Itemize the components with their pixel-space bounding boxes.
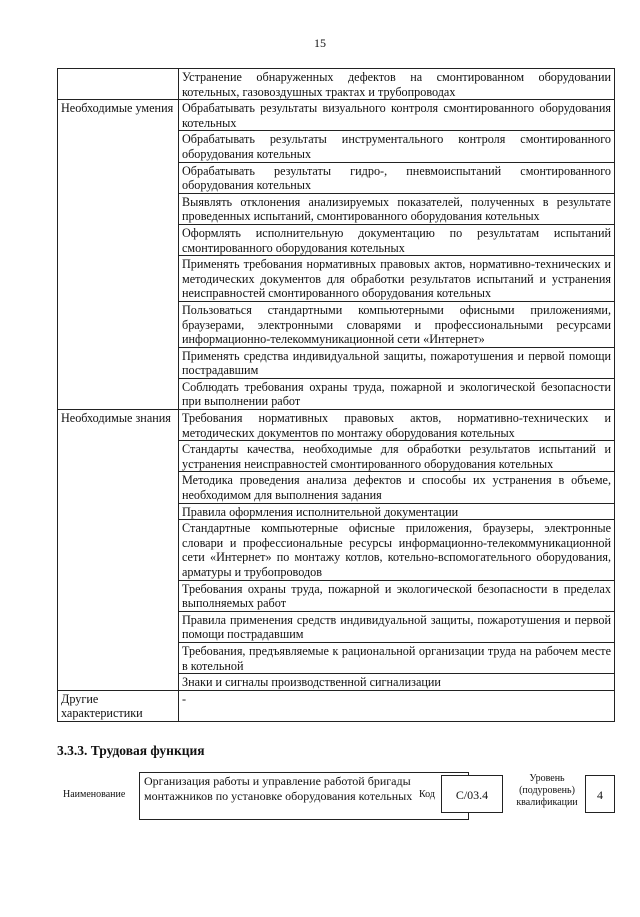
row-value: Обрабатывать результаты визуального контроля смонтированного оборудования котельных [179,100,615,131]
function-code-box: C/03.4 [441,775,503,813]
qualification-level-box: 4 [585,775,615,813]
row-value: Применять средства индивидуальной защиты, пожаротушения и первой помощи пострадавшим [179,347,615,378]
row-label: Другие характеристики [58,690,179,721]
row-value: Требования охраны труда, пожарной и экологической безопасности в пределах выполняемых работ [179,580,615,611]
row-value: Соблюдать требования охраны труда, пожарной и экологической безопасности при выполнении работ [179,378,615,409]
row-label: Необходимые умения [58,100,179,410]
row-value: Оформлять исполнительную документацию по результатам испытаний смонтированного оборудования котельных [179,224,615,255]
row-label [58,69,179,100]
row-value: Выявлять отклонения анализируемых показателей, полученных в результате проведенных испытаний, смонтированного оборудования котельных [179,193,615,224]
row-value: Правила оформления исполнительной документации [179,503,615,520]
section-heading: 3.3.3. Трудовая функция [57,743,205,758]
row-value: Обрабатывать результаты гидро-, пневмоиспытаний смонтированного оборудования котельных [179,162,615,193]
page-number: 15 [314,36,326,50]
row-value: Знаки и сигналы производственной сигнализации [179,674,615,691]
skill-row [58,100,615,131]
labor-function-header [57,772,617,822]
row-value: Правила применения средств индивидуальной защиты, пожаротушения и первой помощи пострадавшим [179,611,615,642]
row-value: Обрабатывать результаты инструментального контроля смонтированного оборудования котельных [179,131,615,162]
row-value: Применять требования нормативных правовых актов, нормативно-технических и методических документов для обработки результатов испытаний и устранения неисправностей смонтированного оборудования котельных [179,256,615,302]
competency-table [57,68,615,722]
continued-row [58,69,615,100]
row-value: Пользоваться стандартными компьютерными офисными приложениями, браузерами, электронными словарями и профессиональными ресурсами информационно-телекоммуникационной сети «Интернет» [179,301,615,347]
name-label: Наименование [63,789,126,800]
row-label: Необходимые знания [58,410,179,691]
row-value: Устранение обнаруженных дефектов на смонтированном оборудовании котельных, газовоздушных трактах и трубопроводах [179,69,615,100]
function-name-box: Организация работы и управление работой бригады монтажников по установке оборудования котельных [139,772,469,820]
other-row [58,690,615,721]
code-label: Код [419,789,435,800]
row-value: Методика проведения анализа дефектов и способы их устранения в объеме, необходимом для выполнения задания [179,472,615,503]
row-value: Требования нормативных правовых актов, нормативно-технических и методических документов по монтажу оборудования котельных [179,410,615,441]
row-value: Стандартные компьютерные офисные приложения, браузеры, электронные словари и профессиональные ресурсы информационно-телекоммуникационной сети «Интернет» по монтажу котлов, котельно-вспомогательного оборудования, арматуры и трубопроводов [179,520,615,580]
row-value: Стандарты качества, необходимые для обработки результатов испытаний и устранения неисправностей смонтированного оборудования котельных [179,441,615,472]
row-value: Требования, предъявляемые к рациональной организации труда на рабочем месте в котельной [179,642,615,673]
row-value: - [179,690,615,721]
level-label: Уровень (подуровень) квалификации [516,773,578,808]
knowledge-row [58,410,615,441]
